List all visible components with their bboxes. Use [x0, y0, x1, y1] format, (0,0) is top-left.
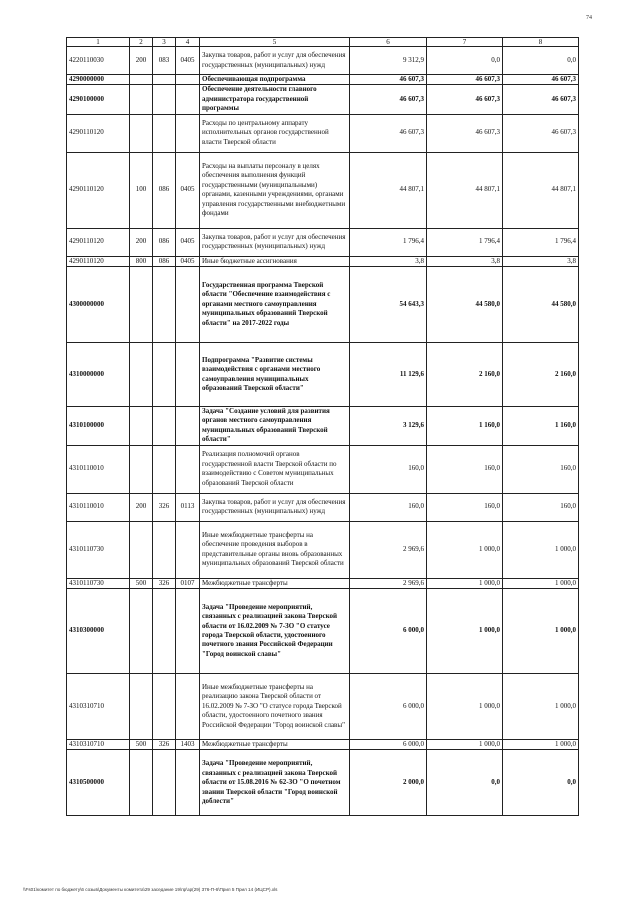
table-row: [67, 740, 579, 750]
header-cell: 5: [200, 38, 350, 47]
amount-col6-cell: 9 312,9: [350, 47, 427, 75]
section-code-cell: [176, 521, 200, 578]
amount-col8-cell: 44 580,0: [503, 267, 579, 343]
amount-col7-cell: 1 000,0: [427, 589, 503, 674]
table-row: [67, 493, 579, 521]
section-code-cell: [176, 85, 200, 114]
amount-col7-cell: 1 000,0: [427, 674, 503, 740]
amount-col7-cell: 46 607,3: [427, 114, 503, 152]
amount-col7-cell: 2 160,0: [427, 343, 503, 407]
amount-col7-cell: 44 807,1: [427, 152, 503, 228]
amount-col8-cell: 1 160,0: [503, 407, 579, 446]
admin-code-cell: 326: [153, 493, 176, 521]
item-name-cell: Межбюджетные трансферты: [200, 740, 350, 750]
page-number: 74: [586, 15, 592, 21]
expense-type-cell: 200: [130, 493, 153, 521]
amount-col6-cell: 6 000,0: [350, 589, 427, 674]
amount-col6-cell: 3,8: [350, 256, 427, 266]
item-name-cell: Закупка товаров, работ и услуг для обеспечения государственных (муниципальных) нужд: [200, 228, 350, 256]
item-name-cell: Закупка товаров, работ и услуг для обеспечения государственных (муниципальных) нужд: [200, 493, 350, 521]
section-code-cell: 1403: [176, 740, 200, 750]
budget-code-cell: 4310000000: [67, 343, 130, 407]
admin-code-cell: 086: [153, 152, 176, 228]
admin-code-cell: [153, 589, 176, 674]
expense-type-cell: 200: [130, 47, 153, 75]
amount-col8-cell: 1 796,4: [503, 228, 579, 256]
admin-code-cell: [153, 407, 176, 446]
amount-col6-cell: 46 607,3: [350, 114, 427, 152]
file-path-footer: \\Fs01\комитет по бюджету\6 созыв\Документы комитета\29 заседание 19\пр\зр(29) 376-П-6\Прил 5 Прил 14 (ИЦСР).xls: [23, 887, 278, 892]
budget-code-cell: 4310500000: [67, 750, 130, 816]
expense-type-cell: 500: [130, 578, 153, 588]
budget-code-cell: 4310110730: [67, 578, 130, 588]
budget-code-cell: 4310100000: [67, 407, 130, 446]
item-name-cell: Расходы на выплаты персоналу в целях обеспечения выполнения функций государственными (муниципальными) органами, казенными учреждениями, органами управления государственными внебюджетными фондами: [200, 152, 350, 228]
expense-type-cell: [130, 85, 153, 114]
budget-code-cell: 4310310710: [67, 740, 130, 750]
budget-code-cell: 4220110030: [67, 47, 130, 75]
item-name-cell: Закупка товаров, работ и услуг для обеспечения государственных (муниципальных) нужд: [200, 47, 350, 75]
table-row: [67, 85, 579, 114]
budget-code-cell: 4310310710: [67, 674, 130, 740]
section-code-cell: [176, 589, 200, 674]
budget-code-cell: 4310110730: [67, 521, 130, 578]
budget-code-cell: 4290110120: [67, 152, 130, 228]
table-row: [67, 445, 579, 493]
item-name-cell: Задача "Проведение мероприятий, связанных с реализацией закона Тверской области от 15.08.2016 № 62-ЗО "О почетном звании Тверской области "Город воинской доблести": [200, 750, 350, 816]
amount-col7-cell: 0,0: [427, 47, 503, 75]
expense-type-cell: [130, 407, 153, 446]
item-name-cell: Обеспечение деятельности главного администратора государственной программы: [200, 85, 350, 114]
section-code-cell: 0405: [176, 256, 200, 266]
table-row: [67, 267, 579, 343]
table-row: [67, 114, 579, 152]
expense-type-cell: 800: [130, 256, 153, 266]
section-code-cell: [176, 750, 200, 816]
table-row: [67, 343, 579, 407]
amount-col6-cell: 6 000,0: [350, 674, 427, 740]
item-name-cell: Государственная программа Тверской области "Обеспечение взаимодействия с органами местного самоуправления муниципальных образований Тверской области" на 2017-2022 годы: [200, 267, 350, 343]
amount-col7-cell: 1 160,0: [427, 407, 503, 446]
admin-code-cell: [153, 114, 176, 152]
item-name-cell: Иные бюджетные ассигнования: [200, 256, 350, 266]
amount-col6-cell: 46 607,3: [350, 75, 427, 85]
table-row: [67, 589, 579, 674]
item-name-cell: Иные межбюджетные трансферты на реализацию закона Тверской области от 16.02.2009 № 7-ЗО "О статусе города Тверской области, удостоенного почетного звания Российской Федерации "Город воинской славы": [200, 674, 350, 740]
amount-col7-cell: 1 796,4: [427, 228, 503, 256]
section-code-cell: [176, 674, 200, 740]
amount-col6-cell: 2 969,6: [350, 521, 427, 578]
admin-code-cell: [153, 343, 176, 407]
expense-type-cell: 100: [130, 152, 153, 228]
amount-col7-cell: 44 580,0: [427, 267, 503, 343]
amount-col7-cell: 46 607,3: [427, 75, 503, 85]
amount-col7-cell: 3,8: [427, 256, 503, 266]
amount-col8-cell: 1 000,0: [503, 740, 579, 750]
admin-code-cell: [153, 85, 176, 114]
admin-code-cell: 086: [153, 256, 176, 266]
amount-col6-cell: 46 607,3: [350, 85, 427, 114]
header-cell: 6: [350, 38, 427, 47]
expense-type-cell: [130, 521, 153, 578]
expense-type-cell: [130, 674, 153, 740]
section-code-cell: 0405: [176, 152, 200, 228]
admin-code-cell: [153, 267, 176, 343]
table-row: [67, 521, 579, 578]
amount-col8-cell: 46 607,3: [503, 75, 579, 85]
admin-code-cell: 326: [153, 578, 176, 588]
expense-type-cell: 200: [130, 228, 153, 256]
admin-code-cell: 086: [153, 228, 176, 256]
table-row: [67, 256, 579, 266]
expense-type-cell: 500: [130, 740, 153, 750]
amount-col8-cell: 2 160,0: [503, 343, 579, 407]
table-header-row: [67, 38, 579, 47]
amount-col7-cell: 1 000,0: [427, 521, 503, 578]
section-code-cell: [176, 267, 200, 343]
amount-col8-cell: 160,0: [503, 445, 579, 493]
table-row: [67, 578, 579, 588]
admin-code-cell: 083: [153, 47, 176, 75]
admin-code-cell: [153, 750, 176, 816]
budget-code-cell: 4290110120: [67, 256, 130, 266]
section-code-cell: [176, 343, 200, 407]
amount-col6-cell: 11 129,6: [350, 343, 427, 407]
admin-code-cell: [153, 521, 176, 578]
amount-col8-cell: 0,0: [503, 750, 579, 816]
budget-code-cell: 4290000000: [67, 75, 130, 85]
budget-code-cell: 4310110010: [67, 493, 130, 521]
amount-col8-cell: 0,0: [503, 47, 579, 75]
expense-type-cell: [130, 343, 153, 407]
amount-col7-cell: 46 607,3: [427, 85, 503, 114]
amount-col8-cell: 160,0: [503, 493, 579, 521]
amount-col6-cell: 3 129,6: [350, 407, 427, 446]
amount-col6-cell: 2 000,0: [350, 750, 427, 816]
amount-col8-cell: 46 607,3: [503, 114, 579, 152]
admin-code-cell: [153, 445, 176, 493]
expense-type-cell: [130, 267, 153, 343]
section-code-cell: [176, 114, 200, 152]
budget-table: [66, 37, 579, 816]
amount-col6-cell: 160,0: [350, 493, 427, 521]
budget-code-cell: 4290100000: [67, 85, 130, 114]
budget-code-cell: 4310300000: [67, 589, 130, 674]
item-name-cell: Обеспечивающая подпрограмма: [200, 75, 350, 85]
amount-col6-cell: 1 796,4: [350, 228, 427, 256]
amount-col6-cell: 2 969,6: [350, 578, 427, 588]
header-cell: 4: [176, 38, 200, 47]
section-code-cell: 0405: [176, 47, 200, 75]
table-row: [67, 47, 579, 75]
amount-col6-cell: 54 643,3: [350, 267, 427, 343]
expense-type-cell: [130, 75, 153, 85]
section-code-cell: [176, 445, 200, 493]
amount-col6-cell: 160,0: [350, 445, 427, 493]
table-row: [67, 750, 579, 816]
amount-col8-cell: 1 000,0: [503, 578, 579, 588]
table-row: [67, 407, 579, 446]
section-code-cell: 0113: [176, 493, 200, 521]
item-name-cell: Задача "Проведение мероприятий, связанных с реализацией закона Тверской области от 16.02.2009 № 7-ЗО "О статусе города Тверской области, удостоенного почетного звания Российской Федерации "Город воинской славы": [200, 589, 350, 674]
amount-col8-cell: 1 000,0: [503, 521, 579, 578]
amount-col8-cell: 3,8: [503, 256, 579, 266]
header-cell: 3: [153, 38, 176, 47]
section-code-cell: 0107: [176, 578, 200, 588]
budget-code-cell: 4300000000: [67, 267, 130, 343]
header-cell: 1: [67, 38, 130, 47]
amount-col8-cell: 46 607,3: [503, 85, 579, 114]
item-name-cell: Задача "Создание условий для развития органов местного самоуправления муниципальных образований Тверской области": [200, 407, 350, 446]
section-code-cell: 0405: [176, 228, 200, 256]
amount-col6-cell: 44 807,1: [350, 152, 427, 228]
item-name-cell: Реализация полномочий органов государственной власти Тверской области по взаимодействию с Советом муниципальных образований Тверской области: [200, 445, 350, 493]
header-cell: 7: [427, 38, 503, 47]
table-row: [67, 228, 579, 256]
item-name-cell: Иные межбюджетные трансферты на обеспечение проведения выборов в представительные органы вновь образованных муниципальных образований Тверской области: [200, 521, 350, 578]
section-code-cell: [176, 75, 200, 85]
amount-col7-cell: 1 000,0: [427, 740, 503, 750]
item-name-cell: Подпрограмма "Развитие системы взаимодействия с органами местного самоуправления муниципальных образований Тверской области": [200, 343, 350, 407]
amount-col7-cell: 0,0: [427, 750, 503, 816]
table-row: [67, 674, 579, 740]
budget-code-cell: 4310110010: [67, 445, 130, 493]
expense-type-cell: [130, 589, 153, 674]
item-name-cell: Межбюджетные трансферты: [200, 578, 350, 588]
expense-type-cell: [130, 445, 153, 493]
amount-col8-cell: 1 000,0: [503, 674, 579, 740]
amount-col6-cell: 6 000,0: [350, 740, 427, 750]
budget-code-cell: 4290110120: [67, 228, 130, 256]
header-cell: 8: [503, 38, 579, 47]
amount-col8-cell: 1 000,0: [503, 589, 579, 674]
item-name-cell: Расходы по центральному аппарату исполнительных органов государственной власти Тверской области: [200, 114, 350, 152]
expense-type-cell: [130, 750, 153, 816]
header-cell: 2: [130, 38, 153, 47]
amount-col7-cell: 160,0: [427, 445, 503, 493]
amount-col8-cell: 44 807,1: [503, 152, 579, 228]
amount-col7-cell: 160,0: [427, 493, 503, 521]
amount-col7-cell: 1 000,0: [427, 578, 503, 588]
table-row: [67, 152, 579, 228]
admin-code-cell: [153, 75, 176, 85]
admin-code-cell: 326: [153, 740, 176, 750]
expense-type-cell: [130, 114, 153, 152]
budget-code-cell: 4290110120: [67, 114, 130, 152]
table-row: [67, 75, 579, 85]
admin-code-cell: [153, 674, 176, 740]
section-code-cell: [176, 407, 200, 446]
